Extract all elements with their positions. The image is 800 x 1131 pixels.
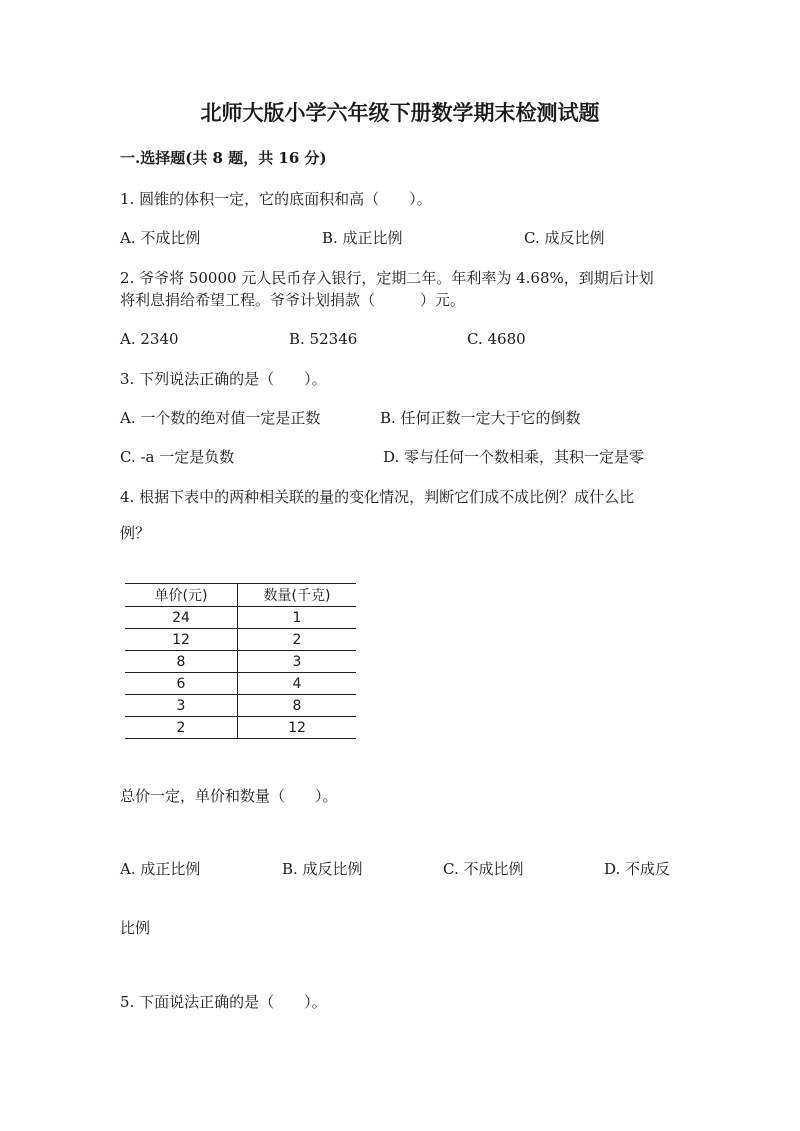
question-2-stem-line1: 2. 爷爷将 50000 元人民币存入银行，定期二年。年利率为 4.68%，到期后计划: [120, 269, 654, 287]
table-row: [125, 695, 356, 717]
question-2-option-a: A. 2340: [120, 330, 179, 348]
table-row: [125, 629, 356, 651]
question-1-stem: 1. 圆锥的体积一定，它的底面积和高（ ）。: [120, 190, 432, 208]
question-1-option-c: C. 成反比例: [524, 229, 605, 247]
question-2-option-b: B. 52346: [289, 330, 358, 348]
price-quantity-table: [125, 583, 356, 739]
table-cell-price: 12: [125, 629, 238, 651]
question-4-option-d-wrap: 比例: [120, 919, 151, 937]
section-heading: 一.选择题(共 8 题，共 16 分): [120, 149, 327, 167]
table-row: [125, 717, 356, 739]
table-cell-quantity: 2: [238, 629, 357, 651]
table-row: [125, 651, 356, 673]
question-1-option-b: B. 成正比例: [322, 229, 403, 247]
table-cell-quantity: 3: [238, 651, 357, 673]
table-cell-price: 3: [125, 695, 238, 717]
table-header-row: [125, 584, 356, 607]
question-4-option-a: A. 成正比例: [120, 860, 201, 878]
question-2-stem-line2: 将利息捐给希望工程。爷爷计划捐款（ ）元。: [120, 291, 466, 309]
question-3-option-a: A. 一个数的绝对值一定是正数: [120, 409, 321, 427]
table-cell-quantity: 1: [238, 607, 357, 629]
question-1-option-a: A. 不成比例: [120, 229, 201, 247]
table-cell-quantity: 12: [238, 717, 357, 739]
table-header-price: 单价(元): [125, 584, 238, 607]
question-3-option-b: B. 任何正数一定大于它的倒数: [380, 409, 581, 427]
question-5-stem: 5. 下面说法正确的是（ ）。: [120, 993, 327, 1011]
table-cell-price: 2: [125, 717, 238, 739]
question-4-option-c: C. 不成比例: [443, 860, 524, 878]
question-3-option-c: C. -a 一定是负数: [120, 448, 235, 466]
question-3-stem: 3. 下列说法正确的是（ ）。: [120, 370, 327, 388]
table-header-quantity: 数量(千克): [238, 584, 357, 607]
question-4-option-b: B. 成反比例: [282, 860, 363, 878]
table-cell-quantity: 4: [238, 673, 357, 695]
question-4-stem-line2: 例？: [120, 524, 151, 542]
table-cell-price: 24: [125, 607, 238, 629]
table-cell-quantity: 8: [238, 695, 357, 717]
question-2-option-c: C. 4680: [467, 330, 526, 348]
question-4-follow-up: 总价一定，单价和数量（ ）。: [120, 787, 338, 805]
question-4-option-d: D. 不成反: [604, 860, 671, 878]
table-cell-price: 6: [125, 673, 238, 695]
table-cell-price: 8: [125, 651, 238, 673]
table-row: [125, 607, 356, 629]
page-title: 北师大版小学六年级下册数学期末检测试题: [200, 100, 600, 125]
question-3-option-d: D. 零与任何一个数相乘，其积一定是零: [383, 448, 645, 466]
question-4-stem-line1: 4. 根据下表中的两种相关联的量的变化情况，判断它们成不成比例？成什么比: [120, 488, 635, 506]
table-row: [125, 673, 356, 695]
